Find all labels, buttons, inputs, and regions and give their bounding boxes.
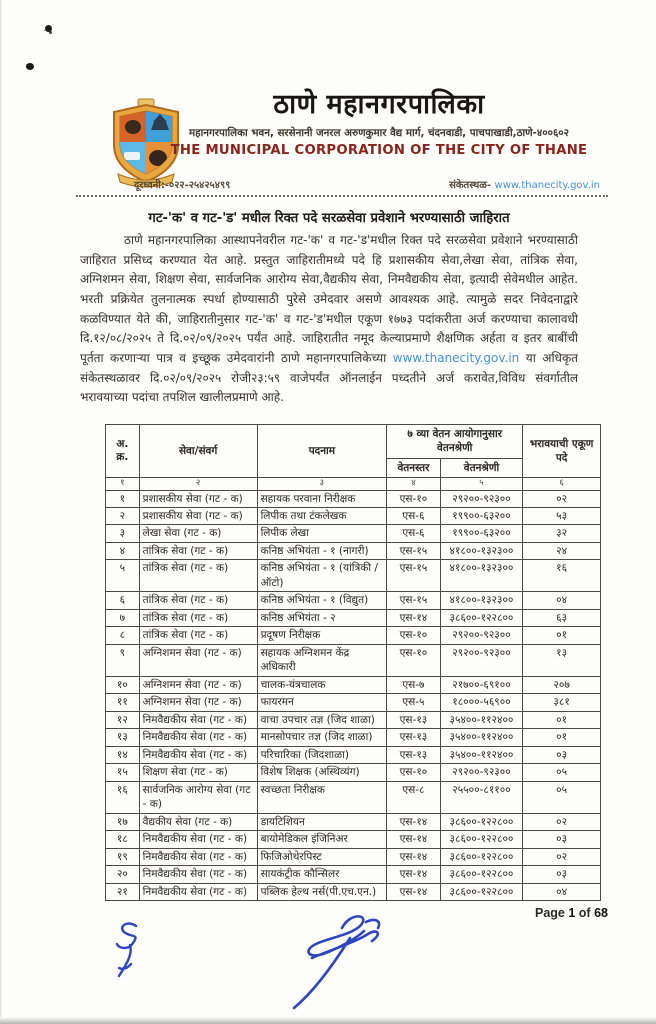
table-row [106,866,601,883]
cell-service-category: अग्निशमन सेवा (गट - क) [139,644,257,676]
header-sr-no [106,425,140,478]
vacancy-table [105,424,601,901]
table-row [106,644,601,676]
website-line [449,177,600,191]
cell-pay-scale: २५५००-८११०० [440,781,523,813]
cell-sr-no: १२ [106,711,140,728]
column-number: ६ [523,478,601,490]
cell-post-name: बायोमेडिकल इंजिनिअर [257,831,387,848]
cell-post-name: प्रदूषण निरीक्षक [257,627,387,644]
cell-pay-scale: ३५४००-११२४०० [440,746,523,763]
cell-service-category: तांत्रिक सेवा (गट - क) [139,609,257,626]
cell-service-category: सार्वजनिक आरोग्य सेवा (गट - क) [139,781,257,813]
cell-total-posts: १६ [523,560,601,592]
page-number-label [535,906,608,920]
cell-pay-level: एस-१५ [387,560,441,592]
cell-service-category: शिक्षण सेवा (गट - क) [139,764,257,781]
corporation-title: ठाणे महानगरपालिका [273,89,485,120]
cell-sr-no: १३ [106,729,140,746]
column-number: १ [106,478,140,490]
cell-pay-level: एस-५ [387,694,441,711]
cell-service-category: तांत्रिक सेवा (गट - क) [139,627,257,644]
cell-total-posts: २०७ [523,676,601,693]
paragraph-text: ठाणे महानगरपालिका आस्थापनेवरील गट-'क' व गट-'ड'मधील रिक्त पदे सरळसेवा प्रवेशाने भरण्यासाठी जाहिरात प्रसिध्द करण्यात येत आहे. प्रस्तुत जाहिरातीमध्ये पदे हि प्रशासकीय सेवा,लेखा सेवा, तांत्रिक सेवा, अग्निशमन सेवा, शिक्षण सेवा, सार्वजनिक आरोग्य सेवा,वैद्यकीय सेवा, निमवैद्यकीय सेवा, इत्यादी सेवेमधील आहेत. भरती प्रक्रियेत तुलनात्मक स्पर्धा होण्यासाठी पुरेसे उमेदवार असणे आवश्यक आहे. त्यामुळे सदर निवेदनाद्वारे कळविण्यात येते की, जाहिरातीनुसार गट-'क' व गट-'ड'मधील एकूण १७७३ पदांकरीता अर्ज करण्याचा कालावधी दि.१२/०८/२०२५ ते दि.०२/०९/२०२५ पर्यंत आहे. जाहिरातीत नमूद केल्याप्रमाणे शैक्षणिक अर्हता व इतर बाबींची पूर्तता करणाऱ्या पात्र व इच्छूक उमेदवारांनी ठाणे महानगरपालिकेच्या [80,233,578,366]
cell-total-posts: ०२ [523,813,601,830]
corporation-address: महानगरपालिका भवन, सरसेनानी जनरल अरुणकुमार वैद्य मार्ग, चंदनवाडी, पाचपाखाडी,ठाणे-४००६०२ [188,126,570,139]
cell-pay-scale: २१७००-६९१०० [440,676,523,693]
page-number: 1 [568,906,576,920]
table-row [106,694,601,711]
paragraph-text: या अधिकृत संकेतस्थळावर दि.०२/०९/२०२५ रोजी२३:५९ वाजेपर्यंत ऑनलाईन पध्दतीने अर्ज करावेत,विविध संवर्गातील भरावयाच्या पदांचा तपशिल खालीलप्रमाणे आहे. [80,351,578,405]
cell-service-category: अग्निशमन सेवा (गट - क) [139,676,257,693]
table-row [106,560,601,592]
cell-service-category: तांत्रिक सेवा (गट - क) [139,560,257,592]
cell-service-category: निमवैद्यकीय सेवा (गट - क) [139,883,257,900]
cell-pay-scale: ३८६००-१२२८०० [440,831,523,848]
page-prefix: Page [534,906,565,920]
table-row [106,848,601,865]
cell-total-posts: ०२ [523,490,601,507]
cell-total-posts: ०४ [523,592,601,609]
cell-post-name: वाचा उपचार तज्ञ (जिद शाळा) [257,711,387,728]
table-header-row [106,425,601,459]
cell-sr-no: १७ [106,813,140,830]
cell-sr-no: ८ [106,627,140,644]
column-number-row [106,478,601,490]
header-sr-line2: क्र. [116,451,129,464]
table-row [106,831,601,848]
table-row [106,781,601,813]
cell-post-name: सायकंट्रीक कौन्सिलर [257,866,387,883]
cell-pay-scale: ३५४००-११२४०० [440,711,523,728]
cell-post-name: लिपीक तथा टंकलेखक [257,507,387,524]
cell-pay-level: एस-१४ [387,848,441,865]
cell-pay-level: एस-७ [387,676,441,693]
header-pay-scale: वेतनश्रेणी [440,458,523,477]
signature-center [278,908,402,1016]
cell-service-category: तांत्रिक सेवा (गट - क) [139,542,257,559]
table-row [106,813,601,830]
cell-pay-level: एस-१४ [387,813,441,830]
cell-sr-no: १५ [106,764,140,781]
cell-pay-level: एस-१४ [387,883,441,900]
cell-total-posts: ०३ [523,831,601,848]
cell-pay-level: एस-१५ [387,542,441,559]
cell-sr-no: १६ [106,781,140,813]
table-row [106,592,601,609]
table-row [106,609,601,626]
cell-sr-no: ११ [106,694,140,711]
column-number: ४ [387,478,441,490]
cell-sr-no: ५ [106,560,140,592]
website-link[interactable]: www.thanecity.gov.in [494,180,600,191]
cell-sr-no: ६ [106,592,140,609]
table-row [106,507,601,524]
cell-post-name: स्वच्छता निरीक्षक [257,781,387,813]
cell-pay-scale: ३८६००-१२२८०० [440,813,523,830]
cell-sr-no: ३ [106,525,140,542]
table-row [106,676,601,693]
cell-total-posts: ०१ [523,711,601,728]
cell-total-posts: ६३ [523,609,601,626]
table-row [106,883,601,900]
cell-pay-level: एस-१३ [387,729,441,746]
cell-post-name: डायटिशियन [257,813,387,830]
cell-pay-level: एस-१० [387,764,441,781]
cell-total-posts: ३८१ [523,694,601,711]
ink-blot [26,63,34,70]
cell-sr-no: १ [106,490,140,507]
header-post-name: पदनाम [257,425,387,478]
cell-sr-no: ७ [106,609,140,626]
cell-total-posts: ०३ [523,746,601,763]
column-number: ३ [257,478,387,490]
cell-service-category: प्रशासकीय सेवा (गट - क) [139,490,257,507]
cell-post-name: फायरमन [257,694,387,711]
page-total: 68 [594,906,608,920]
cell-total-posts: ०५ [523,764,601,781]
header-total-posts: भरावयाची एकूण पदे [523,425,601,478]
cell-post-name: पब्लिक हेल्थ नर्स(पी.एच.एन.) [257,883,387,900]
header-service-category: सेवा/संवर्ग [139,425,257,478]
scan-edge-bottom [0,1017,656,1024]
cell-pay-scale: १८०००-५६९०० [440,694,523,711]
cell-pay-scale: ३५४००-११२४०० [440,729,523,746]
table-row [106,490,601,507]
cell-post-name: चालक-यंत्रचालक [257,676,387,693]
letterhead [150,88,608,158]
cell-sr-no: ९ [106,644,140,676]
cell-total-posts: ०२ [523,848,601,865]
cell-post-name: कनिष्ठ अभियंता - १ (यांत्रिकी / ऑटो) [257,560,387,592]
cell-sr-no: २० [106,866,140,883]
cell-pay-level: एस-६ [387,507,441,524]
cell-pay-scale: ४१८००-१३२३०० [440,542,523,559]
cell-pay-level: एस-१३ [387,711,441,728]
table-row [106,525,601,542]
table-row [106,711,601,728]
cell-total-posts: ०१ [523,729,601,746]
cell-pay-scale: ३८६००-१२२८०० [440,883,523,900]
cell-pay-level: एस-१० [387,644,441,676]
cell-post-name: मानसोपचार तज्ञ (जिद शाळा) [257,729,387,746]
cell-sr-no: २ [106,507,140,524]
table-row [106,764,601,781]
cell-pay-level: एस-१० [387,490,441,507]
cell-pay-scale: २९२००-९२३०० [440,627,523,644]
cell-post-name: सहायक अग्निशमन केंद्र अधिकारी [257,644,387,676]
column-number: ५ [440,478,523,490]
cell-service-category: निमवैद्यकीय सेवा (गट - क) [139,831,257,848]
cell-service-category: अग्निशमन सेवा (गट - क) [139,694,257,711]
table-row [106,729,601,746]
paragraph-website-link[interactable]: www.thanecity.gov.in [392,351,520,366]
table-body [106,490,601,901]
cell-pay-scale: २९२००-९२३०० [440,764,523,781]
notice-paragraph [80,231,578,408]
cell-service-category: तांत्रिक सेवा (गट - क) [139,592,257,609]
header-sr-line1: अ. [116,437,129,450]
corporation-english-name: THE MUNICIPAL CORPORATION OF THE CITY OF THANE [170,142,588,158]
cell-post-name: कनिष्ठ अभियंता - १ (नागरी) [257,542,387,559]
cell-post-name: लिपीक लेखा [257,525,387,542]
table-row [106,542,601,559]
cell-total-posts: ३२ [523,525,601,542]
cell-pay-level: एस-८ [387,781,441,813]
header-pay-level: वेतनस्तर [387,458,441,477]
scan-edge-left [0,0,2,1024]
cell-pay-scale: ४१८००-१३२३०० [440,560,523,592]
phone-number: दूरध्वनी:-०२२-२५४२५४९९ [134,180,231,191]
cell-service-category: निमवैद्यकीय सेवा (गट - क) [139,848,257,865]
cell-service-category: निमवैद्यकीय सेवा (गट - क) [139,729,257,746]
cell-sr-no: १९ [106,848,140,865]
cell-service-category: लेखा सेवा (गट - क) [139,525,257,542]
cell-sr-no: २१ [106,883,140,900]
cell-service-category: निमवैद्यकीय सेवा (गट - क) [139,866,257,883]
cell-total-posts: ५३ [523,507,601,524]
notice-heading: गट-'क' व गट-'ड' मधील रिक्त पदे सरळसेवा प्रवेशाने भरण्यासाठी जाहिरात [148,211,510,226]
cell-sr-no: ४ [106,542,140,559]
cell-post-name: कनिष्ठ अभियंता - १ (विद्युत) [257,592,387,609]
dotted-divider [76,195,608,197]
cell-total-posts: ०४ [523,883,601,900]
contact-row [134,177,600,191]
table-row [106,627,601,644]
cell-pay-level: एस-१४ [387,831,441,848]
cell-pay-level: एस-१५ [387,592,441,609]
column-number: २ [139,478,257,490]
page-of: of [578,906,591,920]
cell-service-category: निमवैद्यकीय सेवा (गट - क) [139,746,257,763]
cell-sr-no: १८ [106,831,140,848]
table-row [106,746,601,763]
cell-post-name: कनिष्ठ अभियंता - २ [257,609,387,626]
cell-post-name: परिचारिका (जिदशाळा) [257,746,387,763]
cell-total-posts: ०१ [523,627,601,644]
cell-total-posts: ०५ [523,781,601,813]
cell-post-name: फिजिओथेरपिस्ट [257,848,387,865]
cell-pay-scale: १९९००-६३२०० [440,525,523,542]
cell-pay-level: एस-६ [387,525,441,542]
cell-post-name: सहायक परवाना निरीक्षक [257,490,387,507]
cell-pay-scale: २९२००-९२३०० [440,644,523,676]
cell-pay-scale: ३८६००-१२२८०० [440,609,523,626]
signature-left [104,918,152,986]
cell-pay-level: एस-१० [387,627,441,644]
cell-pay-scale: ३८६००-१२२८०० [440,848,523,865]
header-pay-commission-group: ७ व्या वेतन आयोगानुसार वेतनश्रेणी [387,425,523,459]
website-label: संकेतस्थळ- [449,180,492,191]
cell-pay-level: एस-१३ [387,746,441,763]
cell-service-category: प्रशासकीय सेवा (गट - क) [139,507,257,524]
cell-post-name: विशेष शिक्षक (अस्थिव्यंग) [257,764,387,781]
cell-pay-level: एस-१४ [387,866,441,883]
cell-pay-scale: २९२००-९२३०० [440,490,523,507]
cell-total-posts: २४ [523,542,601,559]
cell-pay-level: एस-१४ [387,609,441,626]
cell-service-category: निमवैद्यकीय सेवा (गट - क) [139,711,257,728]
cell-service-category: वैद्यकीय सेवा (गट - क) [139,813,257,830]
cell-pay-scale: ३८६००-१२२८०० [440,866,523,883]
ink-blot [45,25,52,32]
cell-pay-scale: ४१८००-१३२३०० [440,592,523,609]
cell-sr-no: १४ [106,746,140,763]
cell-sr-no: १० [106,676,140,693]
cell-total-posts: १३ [523,644,601,676]
cell-pay-scale: १९९००-६३२०० [440,507,523,524]
cell-total-posts: ०३ [523,866,601,883]
